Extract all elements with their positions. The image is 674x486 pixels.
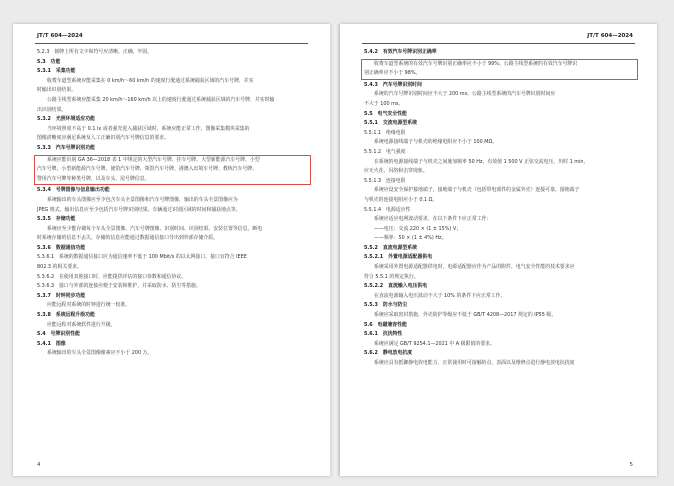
text-block <box>37 349 308 359</box>
text-block <box>364 158 635 177</box>
text-line: 时系统存储的信息不丢失。存储的信息应能通过数据通信接口导出到外部存储介质。 <box>37 235 218 242</box>
text-line: 系统应能识别 GA 36—2018 表 1 中规定的大型汽车号牌、挂车号牌、大型新能源汽车号牌、小型 <box>47 156 260 163</box>
text-line: JPEG 格式，输出信息应至少包括汽车号牌识别结果、车辆通过识别区域的时间和捕获地点等。 <box>37 206 241 213</box>
text-block <box>37 301 308 311</box>
text-block <box>37 96 308 115</box>
text-block <box>37 144 308 154</box>
text-block <box>364 215 635 244</box>
text-line: 汽车号牌、小型新能源汽车号牌、使馆汽车号牌、领馆汽车号牌、港澳入出境车号牌、教练汽车号牌、 <box>37 166 258 173</box>
text-block <box>37 292 308 302</box>
text-block <box>364 177 635 187</box>
text-line: ——电压：交流 220 × (1 ± 15%) V； <box>374 225 462 232</box>
text-line: 系统应采取密封措施，外壳防护等级应不低于 GB/T 4208—2017 规定的 IP55 级。 <box>374 312 557 319</box>
section-heading: 5.4.1 图像 <box>37 340 66 347</box>
text-line: 不大于 100 ms。 <box>364 100 404 107</box>
text-line: 系统输出的车头全景图像像素应不小于 200 万。 <box>47 350 153 357</box>
text-line: 当环境照度不高于 0.1 lx 或者强光进入捕获区域时，系统应能正常工作，图像采集模块采集的 <box>47 125 250 132</box>
text-line: 5.5.1.2 电气强度 <box>364 148 406 155</box>
text-block <box>364 48 635 58</box>
text-line: 在系统的电源接线端子与机壳之间施加频率 50 Hz、有效值 1 500 V 正弦交流电压，历时 1 min， <box>374 158 589 165</box>
text-line: 系统应设安全保护接地端子，接地端子与机壳（包括带电部件的金属外壳）连接可靠，接地端子 <box>374 187 580 194</box>
text-block <box>37 321 308 331</box>
text-block <box>364 138 635 148</box>
text-line: 别正确率应不小于 98%。 <box>364 70 421 77</box>
text-line: 系统应适应电网波动要求，在以下条件下应正常工作： <box>374 216 492 223</box>
text-line: 5.3.6.2 在使用其他接口时，应能提供评估的接口参数和通信协议。 <box>37 273 187 280</box>
text-block <box>37 196 308 215</box>
text-line: 应无火花、闪络和击穿现象。 <box>364 168 428 175</box>
text-block <box>37 225 308 244</box>
section-heading: 5.6.1 抗扰特性 <box>364 331 403 338</box>
text-line: 系统应满足 GB/T 9254.1—2021 中 A 级限值的要求。 <box>374 340 495 347</box>
text-block <box>364 90 635 109</box>
text-line: 5.5.1.4 电源适应性 <box>364 206 411 213</box>
text-line: 符合 5.5.1 的规定执行。 <box>364 273 419 280</box>
text-line: ——频率：50 × (1 ± 4%) Hz。 <box>374 235 447 242</box>
text-line: 应能远程对系统软件进行升级。 <box>47 321 116 328</box>
section-heading: 5.5 电气安全性能 <box>364 110 407 117</box>
text-block <box>364 206 635 216</box>
section-heading: 5.3.6 数据通信功能 <box>37 244 86 251</box>
text-block <box>37 215 308 225</box>
text-block <box>364 330 635 340</box>
text-line: 5.5.1.3 连接电阻 <box>364 177 406 184</box>
text-block <box>37 186 308 196</box>
section-heading: 5.3.7 时钟同步功能 <box>37 292 86 299</box>
text-block <box>37 253 308 272</box>
header-rule <box>362 43 635 44</box>
header-rule <box>35 43 308 44</box>
text-block <box>364 292 635 302</box>
section-heading: 5.5.1 交流电源型系统 <box>364 120 418 127</box>
text-line: 系统应至少能存储每个车头全景图像、汽车号牌图像、识别时间、识别结果、安装位置等信息，断电 <box>47 225 263 232</box>
text-line: 802.3 的相关要求。 <box>37 264 82 271</box>
left-page-body <box>37 48 308 359</box>
section-heading: 5.5.3 防水与防尘 <box>364 302 408 309</box>
text-block <box>37 330 308 340</box>
section-heading: 5.4.2 有效汽车号牌识别正确率 <box>364 49 437 55</box>
section-heading: 5.6 电磁兼容性能 <box>364 321 407 328</box>
text-line: 收费车道型系统的有效汽车号牌识别正确率应不小于 99%；公路主线型系统的有效汽车号牌识 <box>374 60 578 67</box>
right-page-body <box>364 48 635 369</box>
section-heading: 5.3 功能 <box>37 58 61 65</box>
text-block <box>364 110 635 120</box>
text-block <box>37 115 308 125</box>
right-page <box>340 24 657 476</box>
page-number: 5 <box>629 462 633 468</box>
text-line: 5.5.1.1 绝缘电阻 <box>364 129 406 136</box>
text-line: 应能远程对系统的时钟进行统一校准。 <box>47 302 131 309</box>
text-block <box>37 311 308 321</box>
text-line: 5.3.6.1 系统的数据通信接口应为通信速率不低于 100 Mbit/s 的以太网接口，接口宜符合 IEEE <box>37 254 247 261</box>
text-block <box>37 58 308 68</box>
text-block <box>364 253 635 263</box>
text-line: 系统输出的车头图像应至少包含车头全景图像和汽车号牌图像，输出的车头全景图像应为 <box>47 196 238 203</box>
running-header: JT/T 604—2024 <box>587 33 633 39</box>
page-number: 4 <box>37 462 41 468</box>
text-block <box>37 125 308 144</box>
text-block <box>364 148 635 158</box>
text-line: 系统采用外置电源适配器供电时，电源适配器应作为产品的附件，电气安全性能的技术要求应 <box>374 264 575 271</box>
section-heading: 5.4.3 汽车号牌识别时间 <box>364 81 422 88</box>
text-block <box>364 282 635 292</box>
text-block <box>37 273 308 283</box>
text-block <box>37 340 308 350</box>
text-block <box>364 263 635 282</box>
section-heading: 5.3.4 号牌图像与信息输出功能 <box>37 187 110 194</box>
left-page <box>13 24 330 476</box>
highlighted-paragraph <box>361 59 638 80</box>
text-line: 系统电源接线端子与机壳的绝缘电阻应不小于 100 MΩ。 <box>374 139 498 146</box>
text-block <box>364 340 635 350</box>
text-block <box>364 301 635 311</box>
text-line: 时输出识别结果。 <box>37 87 77 94</box>
text-line: 图像清晰度应满足系统及人工正确识别汽车号牌信息的要求。 <box>37 135 170 142</box>
text-line: 5.2.3 铭牌上所有文字和符号应清晰、正确、牢固。 <box>37 49 153 55</box>
text-line: 系统应具有抵御静电放电能力，正常使用时可接触的点、表面以及维修点进行静电放电抗扰度 <box>374 360 575 366</box>
text-block <box>364 81 635 91</box>
running-header: JT/T 604—2024 <box>37 33 83 39</box>
text-line: 5.3.6.3 接口与外部的连接应便于安装和维护，并采取防水、防尘等措施。 <box>37 283 201 290</box>
section-heading: 5.4 号牌识别性能 <box>37 331 80 338</box>
section-heading: 5.6.2 静电放电抗度 <box>364 350 413 357</box>
text-line: 警用汽车号牌等种类号牌，以及车头、尾号牌信息。 <box>37 175 150 182</box>
section-heading: 5.3.3 汽车号牌识别功能 <box>37 144 95 151</box>
section-heading: 5.5.2.1 外置电源适配器供电 <box>364 254 433 261</box>
text-line: 与机壳的连接电阻应小于 0.1 Ω。 <box>364 196 438 203</box>
text-block <box>37 244 308 254</box>
text-block <box>37 77 308 96</box>
text-block <box>364 119 635 129</box>
text-block <box>37 48 308 58</box>
book-spine <box>330 24 340 476</box>
text-block <box>364 244 635 254</box>
text-block <box>364 186 635 205</box>
text-line: 在直流电源输入电压波动不大于 10% 的条件下应正常工作。 <box>374 292 506 299</box>
text-block <box>364 321 635 331</box>
section-heading: 5.5.2 直流电源型系统 <box>364 244 418 251</box>
text-line: 公路主线型系统应能采集 20 km/h～160 km/h 以上的速度行驶通过系统捕获区域的汽车号牌，并实时输 <box>47 96 275 103</box>
text-block <box>364 129 635 139</box>
text-block <box>364 311 635 321</box>
text-block <box>364 359 635 369</box>
section-heading: 5.3.1 采集功能 <box>37 68 76 75</box>
text-line: 出识别结果。 <box>37 106 67 113</box>
text-line: 收费车道型系统应能采集在 0 km/h～60 km/h 的速度行驶通过系统捕获区域的汽车号牌，并实 <box>47 77 254 84</box>
text-block <box>37 282 308 292</box>
section-heading: 5.3.8 系统远程升级功能 <box>37 312 95 319</box>
section-heading: 5.3.5 存储功能 <box>37 216 76 223</box>
section-heading: 5.3.2 光照环境适应功能 <box>37 116 95 123</box>
text-block <box>37 67 308 77</box>
highlighted-paragraph <box>34 155 311 186</box>
text-block <box>364 349 635 359</box>
section-heading: 5.5.2.2 直流输入电压供电 <box>364 283 428 290</box>
text-line: 系统的汽车号牌识别时间应不大于 200 ms，公路主线型系统的汽车号牌识别时间应 <box>374 91 556 98</box>
